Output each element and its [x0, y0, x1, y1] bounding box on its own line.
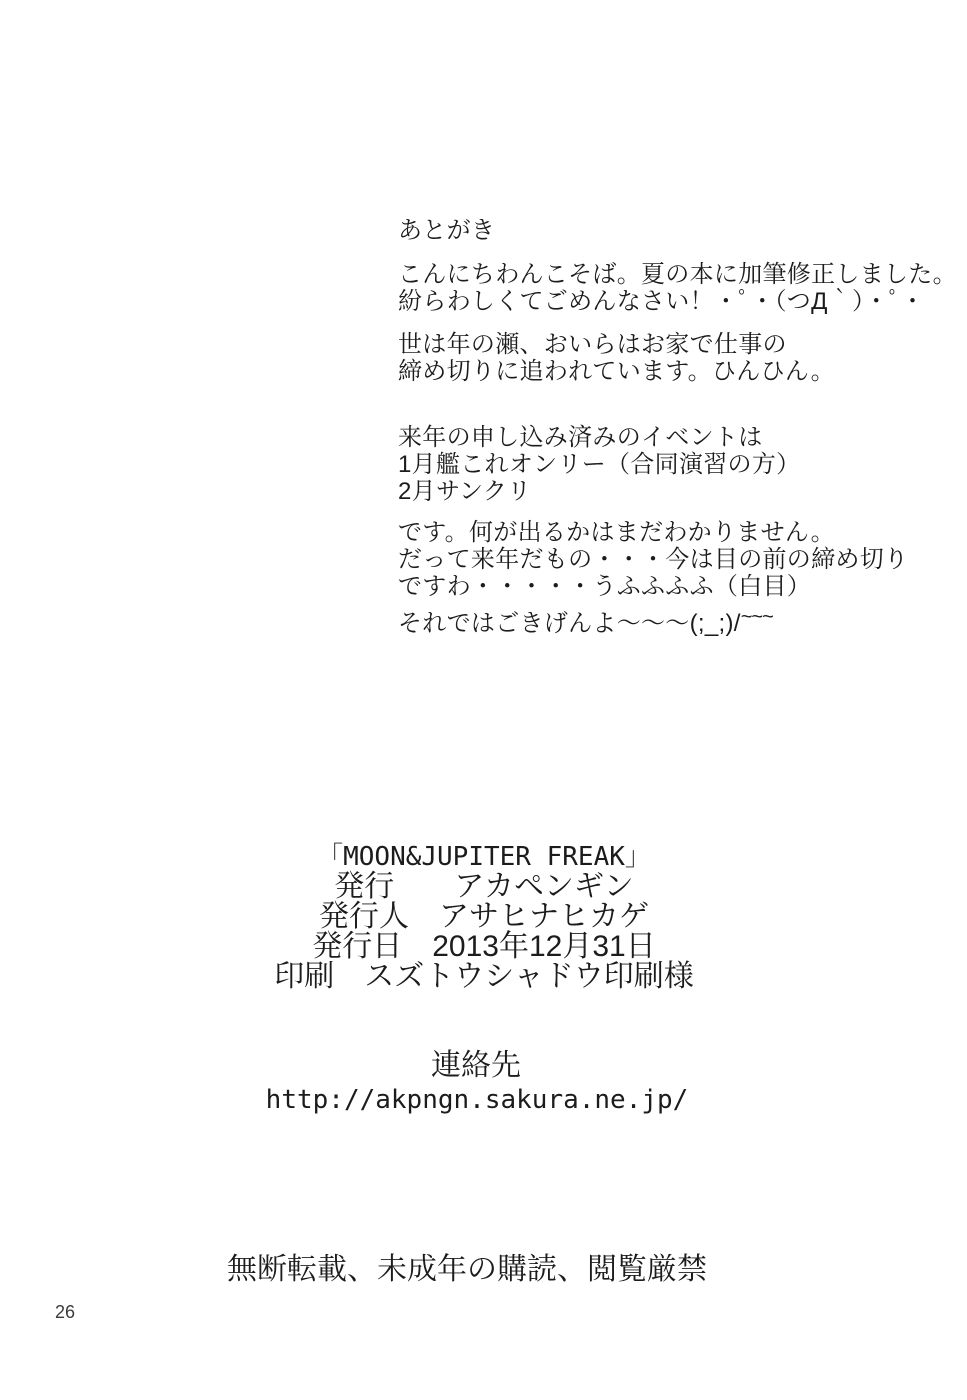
afterword-greeting-paragraph: [398, 261, 957, 315]
colophon-section: [274, 842, 693, 992]
deadline-line-3: ですわ・・・・・うふふふふ（白目）: [398, 573, 812, 600]
contact-heading: 連絡先: [431, 1049, 521, 1082]
colophon-publisher-line: 発行 アカペンギン: [334, 870, 634, 903]
book-title: 「MOON&JUPITER FREAK」: [317, 842, 651, 872]
colophon-author-line: 発行人 アサヒナヒカゲ: [319, 900, 649, 933]
colophon-date-line: 発行日 2013年12月31日: [312, 930, 656, 963]
events-line-3: 2月サンクリ: [398, 478, 532, 505]
yearend-line-1: 世は年の瀬、おいらはお家で仕事の: [398, 331, 787, 358]
greeting-line-1: こんにちわんこそば。夏の本に加筆修正しました。: [398, 261, 957, 288]
contact-url: http://akpngn.sakura.ne.jp/: [265, 1085, 689, 1115]
page-number: 26: [55, 1302, 76, 1322]
reproduction-notice: 無断転載、未成年の購読、閲覧厳禁: [227, 1253, 707, 1286]
afterword-deadline-paragraph: [398, 519, 908, 600]
farewell-text: それではごきげんよ～～～(;_;)/: [398, 610, 741, 637]
farewell-wave-emoticon: ~~~: [740, 606, 773, 628]
afterword-farewell-paragraph: [398, 606, 773, 639]
afterword-heading: あとがき: [398, 217, 496, 244]
afterword-events-paragraph: [398, 424, 800, 505]
colophon-printer-line: 印刷 スズトウシャドウ印刷様: [274, 960, 694, 993]
deadline-line-1: です。何が出るかはまだわかりません。: [398, 519, 835, 546]
yearend-line-2: 締め切りに追われています。ひんひん。: [398, 358, 835, 385]
events-line-2: 1月艦これオンリー（合同演習の方）: [398, 451, 801, 478]
events-line-1: 来年の申し込み済みのイベントは: [398, 424, 763, 451]
afterword-yearend-paragraph: [398, 331, 835, 385]
greeting-line-2: 紛らわしくてごめんなさい！・ﾟ・（つД｀）・ﾟ・: [398, 288, 925, 315]
deadline-line-2: だって来年だもの・・・今は目の前の締め切り: [398, 546, 909, 573]
